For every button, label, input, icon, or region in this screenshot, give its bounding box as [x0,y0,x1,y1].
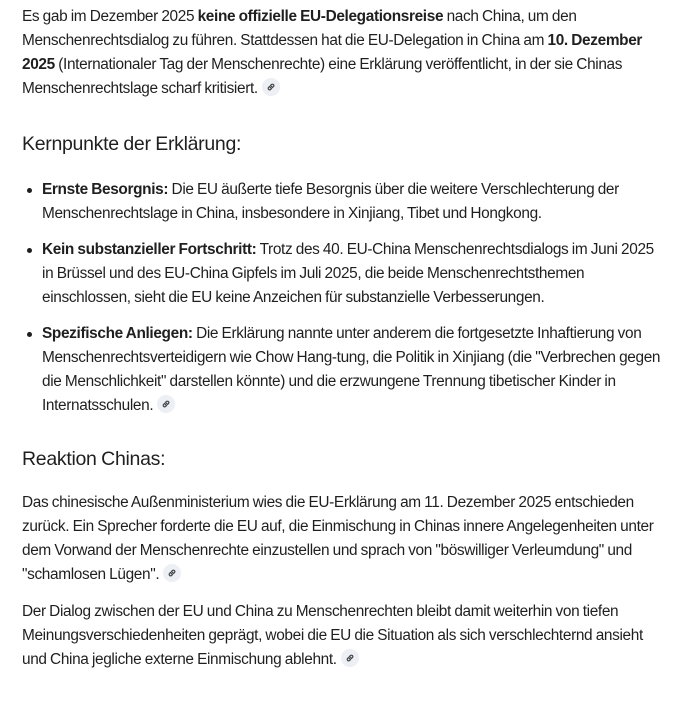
item-label: Kein substanzieller Fortschritt: [42,241,257,258]
source-link-button[interactable] [163,564,181,582]
item-label: Ernste Besorgnis: [42,181,169,198]
item-text: Die EU äußerte tiefe Besorgnis über die weitere Verschlechterung der Menschenrechtslage in China, insbesondere in Xinjiang, Tibet und Hongkong. [42,181,619,222]
reaction-text: Das chinesische Außenministerium wies die EU-Erklärung am 11. Dezember 2025 entschieden zurück. Ein Sprecher forderte die EU auf, die Einmischung in Chinas innere Angelegenheiten unter dem Vorwand der Menschenrechte einzustellen und sprach von "böswilliger Verleumdung" und "schamlosen Lügen". [22,494,654,583]
heading-reaktion: Reaktion Chinas: [22,448,166,470]
link-icon [345,653,355,663]
source-link-button[interactable] [341,649,359,667]
item-label: Spezifische Anliegen: [42,325,193,342]
conclusion-paragraph [22,600,667,672]
reaction-paragraph [22,491,667,587]
conclusion-text: Der Dialog zwischen der EU und China zu Menschenrechten bleibt damit weiterhin von tiefen Meinungsverschiedenheiten geprägt, wobei die EU die Situation als sich verschlechternd ansieht und China jegliche externe Einmischung ablehnt. [22,603,643,668]
item-text: Die Erklärung nannte unter anderem die fortgesetzte Inhaftierung von Menschenrechtsverteidigern wie Chow Hang-tung, die Politik in Xinjiang (die "Verbrechen gegen die Menschlichkeit" darstellen könnte) und die erzwungene Trennung tibetischer Kinder in Internatsschulen. [42,325,661,414]
intro-text-2: nach China, um den Menschenrechtsdialog zu führen. Stattdessen hat die EU-Delegation in China am [22,8,577,49]
list-item [42,322,667,418]
intro-text-3: (Internationaler Tag der Menschenrechte) eine Erklärung veröffentlicht, in der sie Chinas Menschenrechtslage scharf kritisiert. [22,56,623,97]
intro-paragraph [22,5,667,101]
link-icon [167,568,177,578]
intro-text-1: Es gab im Dezember 2025 [22,8,198,25]
link-icon [266,82,276,92]
intro-bold-1: keine offizielle EU-Delegationsreise [197,8,444,25]
intro-bold-2: 10. Dezember 2025 [22,32,643,73]
heading-kernpunkte: Kernpunkte der Erklärung: [22,133,242,155]
item-text: Trotz des 40. EU-China Menschenrechtsdialogs im Juni 2025 in Brüssel und des EU-China Gipfels im Juli 2025, die beide Menschenrechtsthemen einschlossen, sieht die EU keine Anzeichen für substanzielle Verbesserungen. [42,241,654,306]
source-link-button[interactable] [262,78,280,96]
source-link-button[interactable] [157,395,175,413]
list-item [42,178,667,226]
list-item [42,238,667,310]
link-icon [161,399,171,409]
key-points-list [22,178,667,418]
